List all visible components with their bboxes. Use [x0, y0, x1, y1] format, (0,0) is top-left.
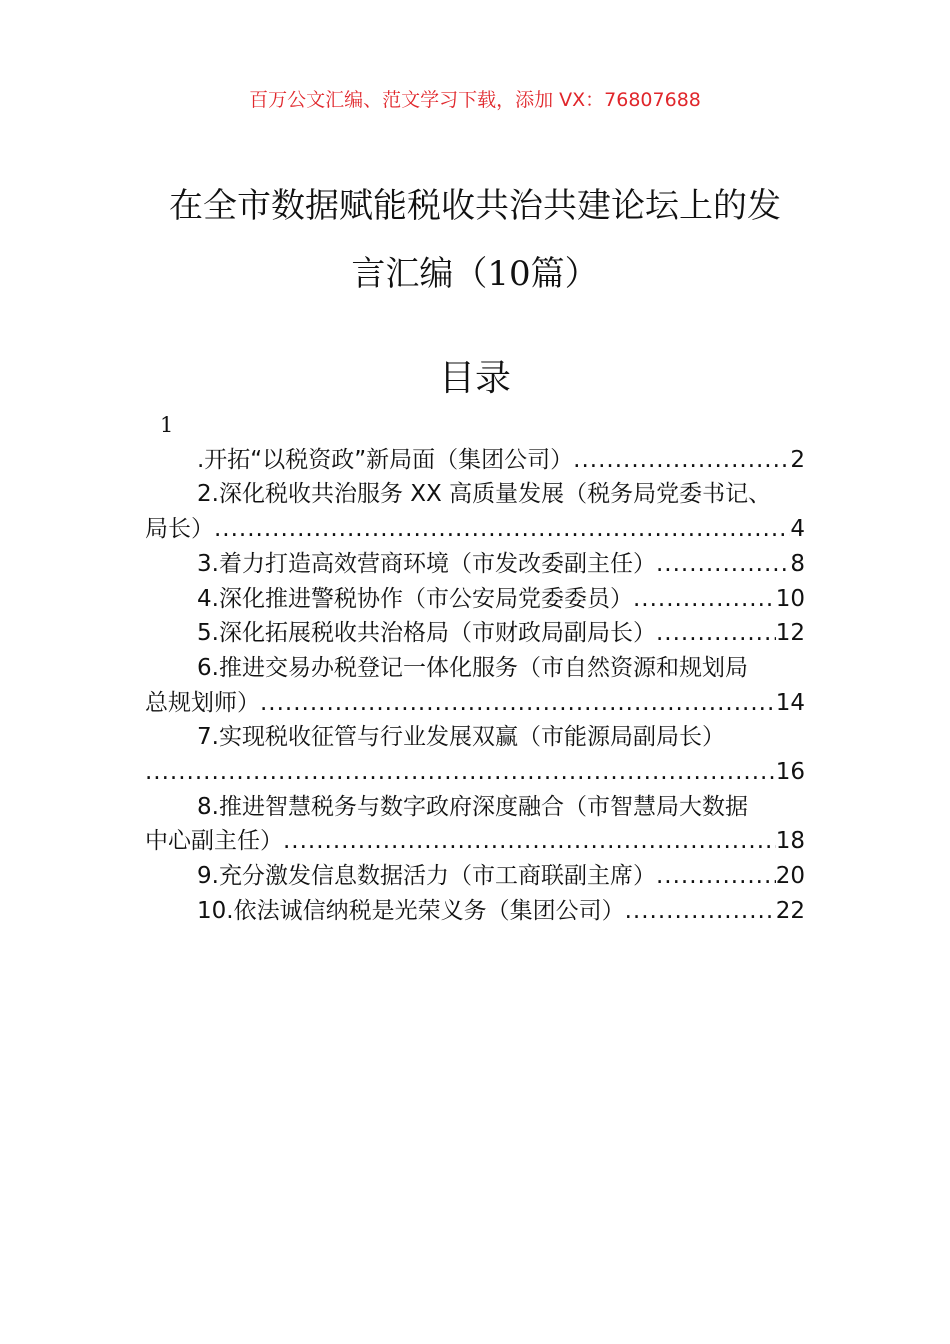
toc-entry-page: 2 — [790, 446, 805, 473]
toc-leader — [656, 859, 776, 894]
toc-leader — [633, 582, 776, 617]
toc-entry-page: 8 — [790, 550, 805, 577]
document-title-line1: 在全市数据赋能税收共治共建论坛上的发 — [169, 186, 781, 226]
toc-entry-page: 22 — [775, 897, 805, 924]
toc-entry-title: 7.实现税收征管与行业发展双赢（市能源局副局长） — [197, 724, 725, 751]
toc-entry-title-cont: 总规划师） — [145, 689, 260, 716]
toc-entry-title-cont: 局长） — [145, 516, 214, 543]
toc-entry-title: .开拓“以税资政”新局面（集团公司） — [197, 446, 574, 473]
toc-heading: 目录 — [438, 358, 511, 399]
table-of-contents — [145, 408, 805, 929]
toc-entry[interactable] — [145, 790, 805, 859]
toc-first-number: 1 — [160, 413, 174, 437]
title-text: 篇） — [530, 254, 599, 294]
toc-entry-title: 10.依法诚信纳税是光荣义务（集团公司） — [197, 897, 625, 924]
toc-entry-page: 10 — [775, 585, 805, 612]
toc-entry-title: 6.推进交易办税登记一体化服务（市自然资源和规划局 — [197, 654, 748, 681]
toc-entry-title: 9.充分激发信息数据活力（市工商联副主席） — [197, 863, 656, 890]
document-title-line2 — [0, 246, 950, 295]
toc-entry-title: 8.推进智慧税务与数字政府深度融合（市智慧局大数据 — [197, 793, 748, 820]
toc-entry-page: 4 — [790, 516, 805, 543]
toc-leader — [573, 443, 790, 478]
watermark-banner: 百万公文汇编、范文学习下载，添加 VX：76807688 — [249, 89, 701, 111]
toc-entry[interactable] — [145, 582, 805, 617]
toc-entry[interactable] — [145, 859, 805, 894]
toc-entry-page: 20 — [775, 863, 805, 890]
toc-entry-title: 5.深化拓展税收共治格局（市财政局副局长） — [197, 620, 656, 647]
toc-leader — [260, 686, 776, 721]
toc-entry-page: 14 — [775, 689, 805, 716]
toc-entry-title-cont: 中心副主任） — [145, 828, 283, 855]
toc-leader — [625, 894, 776, 929]
title-count: 10 — [487, 254, 531, 294]
toc-entry[interactable] — [145, 477, 805, 546]
toc-entry[interactable] — [145, 547, 805, 582]
toc-entry[interactable] — [145, 616, 805, 651]
toc-entry[interactable] — [145, 443, 805, 478]
toc-entry[interactable] — [145, 720, 805, 789]
toc-leader — [656, 547, 790, 582]
toc-entry[interactable] — [145, 894, 805, 929]
toc-entry-page: 16 — [775, 759, 805, 786]
toc-entry-title: 4.深化推进警税协作（市公安局党委委员） — [197, 585, 633, 612]
toc-entry-page: 18 — [775, 828, 805, 855]
toc-leader — [283, 824, 776, 859]
toc-entry[interactable] — [145, 651, 805, 720]
toc-leader — [214, 512, 790, 547]
title-text: 言汇编（ — [351, 254, 488, 294]
toc-entry-title: 2.深化税收共治服务 XX 高质量发展（税务局党委书记、 — [197, 481, 772, 508]
toc-leader — [145, 755, 776, 790]
toc-leader — [656, 616, 776, 651]
toc-entry-page: 12 — [775, 620, 805, 647]
toc-entry-title: 3.着力打造高效营商环境（市发改委副主任） — [197, 550, 656, 577]
